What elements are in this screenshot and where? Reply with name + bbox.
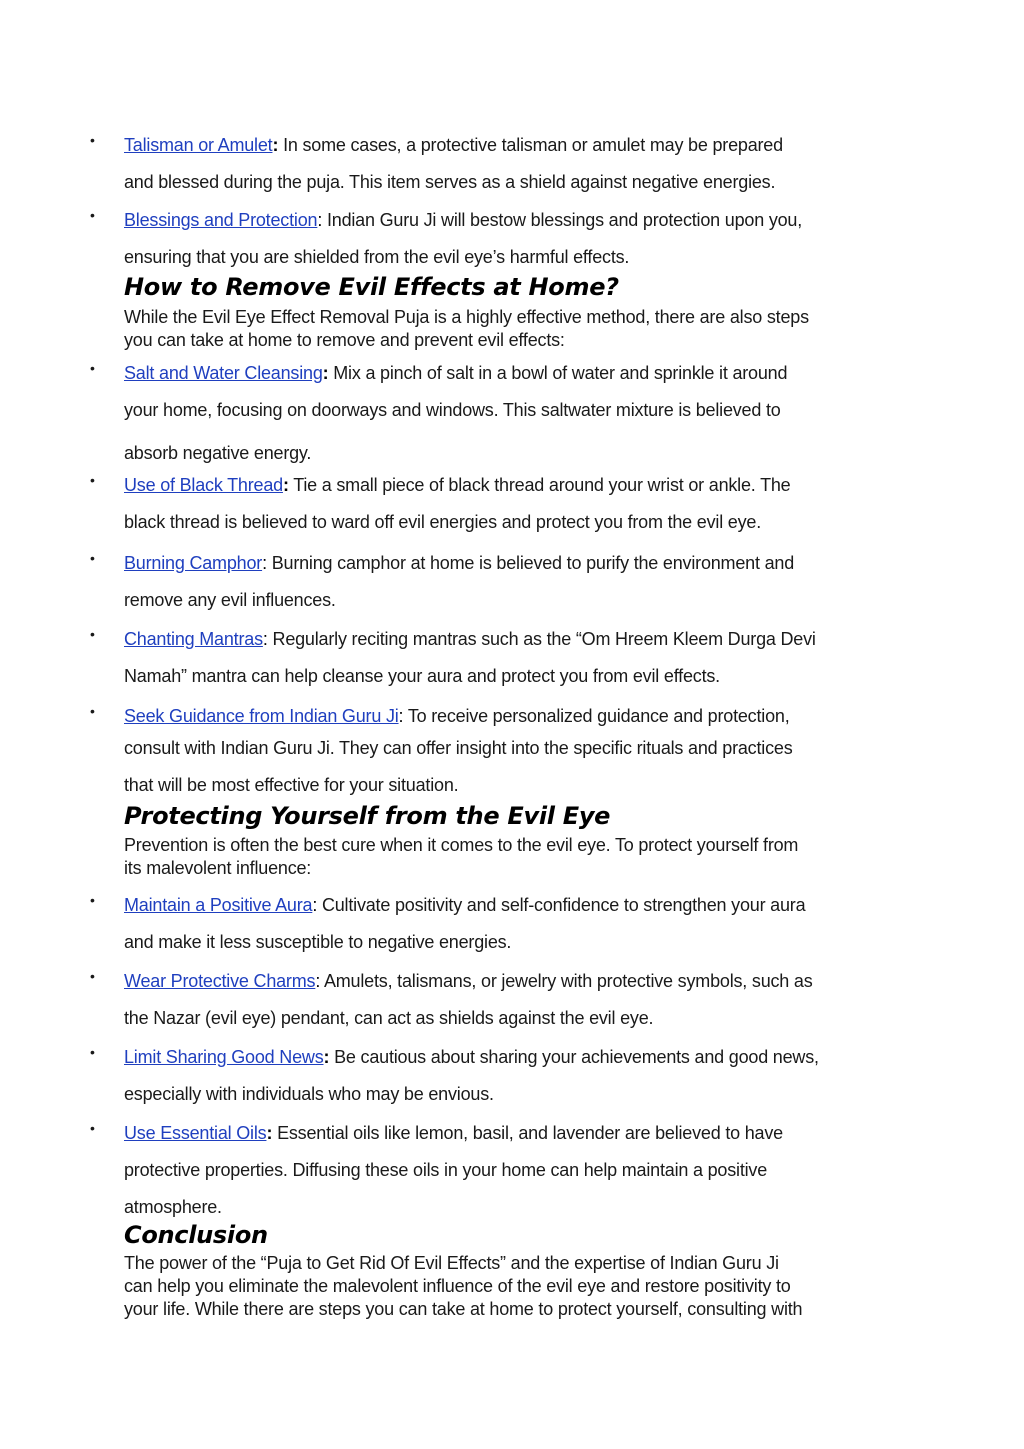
link-seek-guidance[interactable]: Seek Guidance from Indian Guru Ji <box>124 706 399 726</box>
list-item-burning-camphor: • Burning Camphor: Burning camphor at home is believed to purify the environment and remove any evil influences. <box>90 550 795 610</box>
link-use-essential-oils[interactable]: Use Essential Oils <box>124 1123 267 1143</box>
paragraph-conclusion: The power of the “Puja to Get Rid Of Evil Effects” and the expertise of Indian Guru Ji can help you eliminate the malevolent influence of the evil eye and restore positivity to your life. While there are steps you can take at home to protect yourself, consulting with <box>124 1253 803 1319</box>
link-chanting-mantras[interactable]: Chanting Mantras <box>124 629 263 649</box>
bullet: • <box>90 968 95 984</box>
bullet: • <box>90 1044 95 1060</box>
bullet: • <box>90 360 95 376</box>
paragraph-home-intro: While the Evil Eye Effect Removal Puja is a highly effective method, there are also steps you can take at home to remove and prevent evil effects: <box>124 307 809 350</box>
link-salt-and-water-cleansing[interactable]: Salt and Water Cleansing <box>124 363 323 383</box>
link-use-of-black-thread[interactable]: Use of Black Thread <box>124 475 283 495</box>
list-item-positive-aura: • Maintain a Positive Aura: Cultivate positivity and self-confidence to strengthen your aura and make it less susceptible to negative energies. <box>90 892 806 952</box>
list-item-salt-water: • Salt and Water Cleansing: Mix a pinch of salt in a bowl of water and sprinkle it around your home, focusing on doorways and windows. This saltwater mixture is believed to absorb negative energy. <box>90 360 788 463</box>
link-wear-protective-charms[interactable]: Wear Protective Charms <box>124 971 316 991</box>
heading-protecting-yourself: Protecting Yourself from the Evil Eye <box>124 802 611 830</box>
link-talisman-or-amulet[interactable]: Talisman or Amulet <box>124 135 273 155</box>
heading-remove-at-home: How to Remove Evil Effects at Home? <box>124 273 619 301</box>
list-item-chanting-mantras: • Chanting Mantras: Regularly reciting mantras such as the “Om Hreem Kleem Durga Devi Namah” mantra can help cleanse your aura and protect you from evil effects. <box>90 626 816 686</box>
bullet: • <box>90 132 95 148</box>
bullet: • <box>90 207 95 223</box>
link-maintain-positive-aura[interactable]: Maintain a Positive Aura <box>124 895 313 915</box>
bullet: • <box>90 626 95 642</box>
bullet: • <box>90 892 95 908</box>
list-item-talisman: • Talisman or Amulet: In some cases, a protective talisman or amulet may be prepared and blessed during the puja. This item serves as a shield against negative energies. <box>90 132 783 192</box>
heading-conclusion: Conclusion <box>124 1221 268 1249</box>
link-blessings-and-protection[interactable]: Blessings and Protection <box>124 210 318 230</box>
list-item-blessings: • Blessings and Protection: Indian Guru Ji will bestow blessings and protection upon you, ensuring that you are shielded from the evil eye’s harmful effects. <box>90 207 803 267</box>
paragraph-protect-intro: Prevention is often the best cure when it comes to the evil eye. To protect yourself from its malevolent influence: <box>124 835 799 878</box>
link-burning-camphor[interactable]: Burning Camphor <box>124 553 263 573</box>
list-item-seek-guidance: • Seek Guidance from Indian Guru Ji: To receive personalized guidance and protection, consult with Indian Guru Ji. They can offer insight into the specific rituals and practices that will be most effective for your situation. <box>90 703 793 795</box>
list-item-limit-sharing: • Limit Sharing Good News: Be cautious about sharing your achievements and good news, especially with individuals who may be envious. <box>90 1044 819 1104</box>
list-item-essential-oils: • Use Essential Oils: Essential oils like lemon, basil, and lavender are believed to have protective properties. Diffusing these oils in your home can help maintain a positive atmosphere. <box>90 1120 783 1217</box>
bullet: • <box>90 550 95 566</box>
bullet: • <box>90 703 95 719</box>
bullet: • <box>90 472 95 488</box>
list-item-black-thread: • Use of Black Thread: Tie a small piece of black thread around your wrist or ankle. The black thread is believed to ward off evil energies and protect you from the evil eye. <box>90 472 791 532</box>
link-limit-sharing-good-news[interactable]: Limit Sharing Good News <box>124 1047 324 1067</box>
list-item-protective-charms: • Wear Protective Charms: Amulets, talismans, or jewelry with protective symbols, such as the Nazar (evil eye) pendant, can act as shields against the evil eye. <box>90 968 813 1028</box>
bullet: • <box>90 1120 95 1136</box>
